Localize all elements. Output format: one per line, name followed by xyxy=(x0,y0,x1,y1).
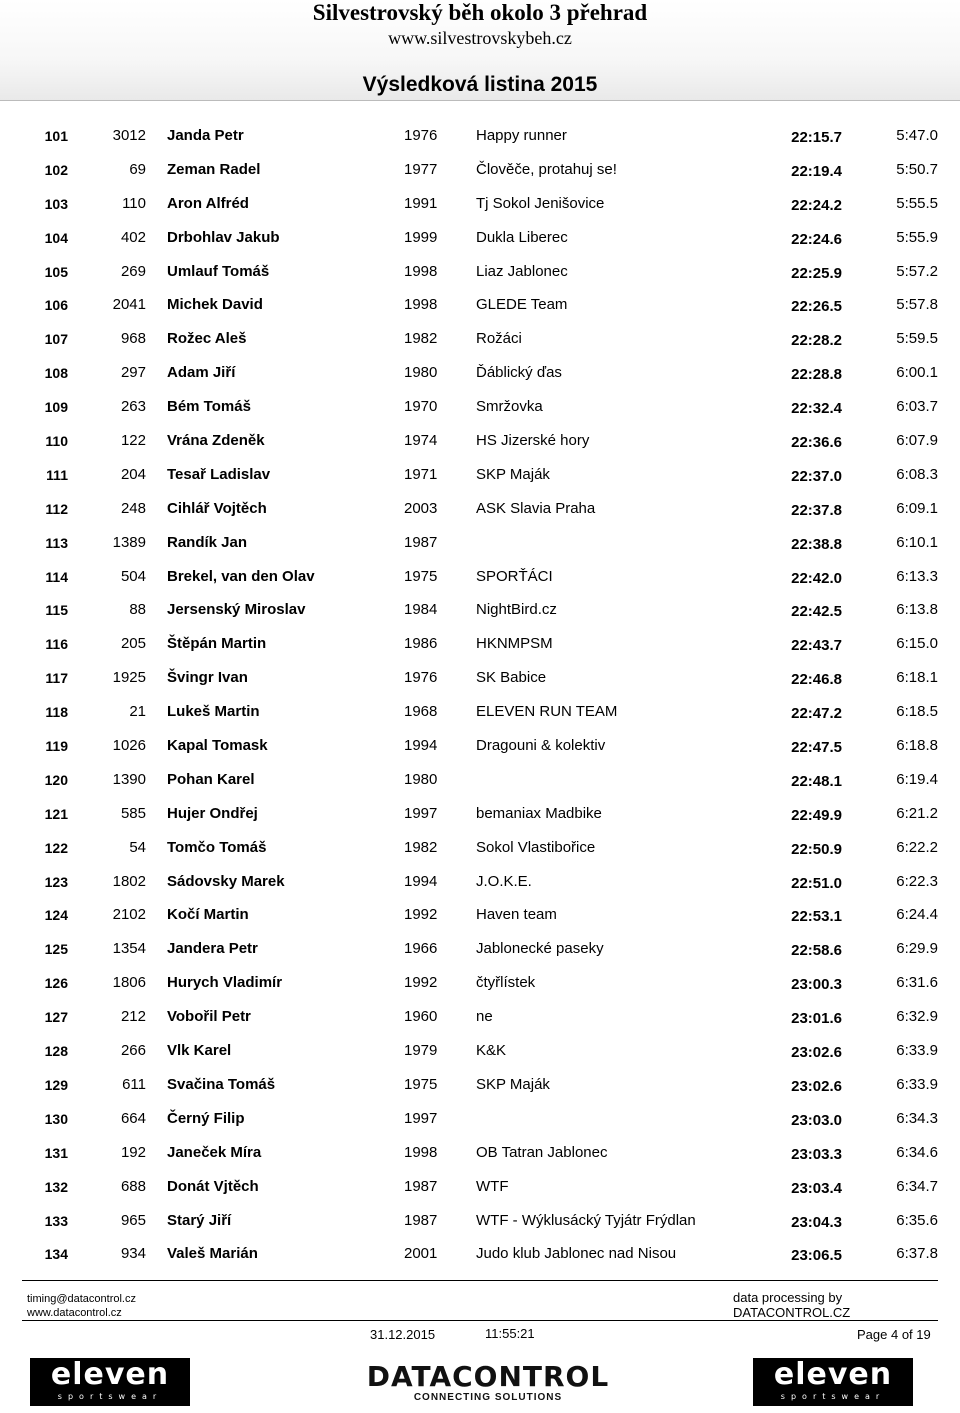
result-bib: 205 xyxy=(120,635,146,653)
result-row xyxy=(0,1236,960,1270)
result-name: Kočí Martin xyxy=(167,906,249,924)
result-club: Sokol Vlastibořice xyxy=(476,838,596,856)
result-row xyxy=(0,389,960,423)
result-row xyxy=(0,762,960,796)
result-name: Michek David xyxy=(167,296,263,314)
result-place: 134 xyxy=(44,1246,68,1263)
result-bib: 965 xyxy=(120,1211,146,1229)
result-club: WTF - Wýklusácký Tyjátr Frýdlan xyxy=(476,1211,696,1229)
result-pace: 6:13.3 xyxy=(896,567,938,585)
result-club: HKNMPSM xyxy=(476,635,553,653)
result-club: Tj Sokol Jenišovice xyxy=(476,194,605,212)
result-name: Lukeš Martin xyxy=(167,703,260,721)
result-place: 114 xyxy=(45,568,68,585)
result-name: Drbohlav Jakub xyxy=(167,228,280,246)
result-pace: 6:33.9 xyxy=(896,1075,938,1093)
results-table xyxy=(0,118,960,1270)
result-time: 22:36.6 xyxy=(791,434,842,452)
result-year: 1984 xyxy=(404,601,438,619)
result-bib: 1026 xyxy=(112,737,146,755)
datacontrol-logo-word: DATACONTROL xyxy=(366,1360,610,1393)
result-place: 122 xyxy=(44,839,68,856)
result-place: 131 xyxy=(44,1144,68,1161)
result-place: 132 xyxy=(44,1178,68,1195)
result-row xyxy=(0,1203,960,1237)
result-year: 1977 xyxy=(404,160,438,178)
result-club: Dragouni & kolektiv xyxy=(476,737,606,755)
result-pace: 5:55.9 xyxy=(896,228,938,246)
result-bib: 1925 xyxy=(112,669,146,687)
result-year: 1970 xyxy=(404,398,438,416)
result-row xyxy=(0,626,960,660)
result-place: 106 xyxy=(44,297,68,314)
result-pace: 6:18.1 xyxy=(896,669,938,687)
result-year: 1975 xyxy=(404,1075,438,1093)
result-time: 22:50.9 xyxy=(791,840,842,858)
result-club: Rožáci xyxy=(476,330,522,348)
result-bib: 269 xyxy=(120,262,146,280)
result-year: 1982 xyxy=(404,838,438,856)
eleven-logo-word: eleven xyxy=(50,1357,170,1392)
result-pace: 6:21.2 xyxy=(896,804,938,822)
result-time: 23:02.6 xyxy=(791,1077,842,1095)
result-bib: 1806 xyxy=(112,974,146,992)
result-time: 22:24.6 xyxy=(791,230,842,248)
result-row xyxy=(0,355,960,389)
result-name: Valeš Marián xyxy=(167,1245,258,1263)
footer-bottom-divider xyxy=(22,1320,938,1321)
result-name: Bém Tomáš xyxy=(167,398,251,416)
results-list-title: Výsledková listina 2015 xyxy=(362,73,598,96)
result-time: 22:19.4 xyxy=(791,162,842,180)
result-time: 22:47.2 xyxy=(791,705,842,723)
result-place: 118 xyxy=(45,704,68,721)
page-header xyxy=(0,0,960,101)
result-time: 23:01.6 xyxy=(791,1010,842,1028)
result-row xyxy=(0,1033,960,1067)
result-club: SKP Maják xyxy=(476,1075,550,1093)
result-name: Jersenský Miroslav xyxy=(167,601,306,619)
result-row xyxy=(0,118,960,152)
result-club: čtyřlístek xyxy=(476,974,536,992)
footer-processing: data processing by DATACONTROL.CZ xyxy=(733,1290,851,1320)
result-place: 112 xyxy=(45,500,68,517)
result-bib: 266 xyxy=(120,1042,146,1060)
result-year: 1960 xyxy=(404,1008,438,1026)
result-club: K&K xyxy=(476,1042,507,1060)
result-time: 22:25.9 xyxy=(791,264,842,282)
result-bib: 122 xyxy=(120,432,146,450)
result-name: Randík Jan xyxy=(167,533,248,551)
result-bib: 110 xyxy=(122,194,146,212)
result-pace: 5:59.5 xyxy=(896,330,938,348)
result-time: 22:24.2 xyxy=(791,196,842,214)
result-club: SK Babice xyxy=(476,669,547,687)
result-row xyxy=(0,592,960,626)
result-time: 23:03.3 xyxy=(791,1145,842,1163)
result-time: 22:37.0 xyxy=(791,467,842,485)
result-year: 1999 xyxy=(404,228,438,246)
result-pace: 6:15.0 xyxy=(896,635,938,653)
result-pace: 6:34.7 xyxy=(896,1177,938,1195)
result-time: 22:15.7 xyxy=(791,129,842,146)
result-place: 126 xyxy=(44,975,68,992)
result-year: 1982 xyxy=(404,330,438,348)
result-bib: 54 xyxy=(129,838,146,856)
result-club: Člověče, protahuj se! xyxy=(476,160,617,178)
result-year: 1994 xyxy=(404,737,438,755)
result-bib: 69 xyxy=(129,160,146,178)
result-bib: 192 xyxy=(120,1143,146,1161)
result-club: ne xyxy=(476,1008,493,1026)
result-place: 105 xyxy=(44,263,68,280)
result-year: 1992 xyxy=(404,906,438,924)
result-year: 1976 xyxy=(404,127,438,144)
result-club: Happy runner xyxy=(476,127,567,144)
result-pace: 6:31.6 xyxy=(896,974,938,992)
result-row xyxy=(0,321,960,355)
result-year: 1975 xyxy=(404,567,438,585)
result-place: 111 xyxy=(46,466,68,483)
result-time: 22:48.1 xyxy=(791,772,842,790)
result-time: 23:04.3 xyxy=(791,1213,842,1231)
result-club: OB Tatran Jablonec xyxy=(476,1143,608,1161)
result-pace: 6:32.9 xyxy=(896,1008,938,1026)
result-row xyxy=(0,660,960,694)
result-year: 1971 xyxy=(404,465,438,483)
result-row xyxy=(0,559,960,593)
result-row xyxy=(0,186,960,220)
result-row xyxy=(0,694,960,728)
result-name: Sádovsky Marek xyxy=(167,872,285,890)
result-pace: 6:34.6 xyxy=(896,1143,938,1161)
result-bib: 2102 xyxy=(112,906,146,924)
result-name: Vlk Karel xyxy=(167,1042,232,1060)
eleven-logo-sub: sportswear xyxy=(57,1392,163,1401)
result-year: 1998 xyxy=(404,262,438,280)
result-time: 22:49.9 xyxy=(791,806,842,824)
result-time: 22:37.8 xyxy=(791,501,842,519)
result-club: bemaniax Madbike xyxy=(476,804,602,822)
result-time: 23:03.0 xyxy=(791,1111,842,1129)
result-bib: 934 xyxy=(120,1245,146,1263)
result-club: SKP Maják xyxy=(476,465,550,483)
result-pace: 6:35.6 xyxy=(896,1211,938,1229)
footer-date: 31.12.2015 xyxy=(370,1327,436,1342)
result-name: Brekel, van den Olav xyxy=(167,567,315,585)
result-name: Umlauf Tomáš xyxy=(167,262,270,280)
datacontrol-logo xyxy=(358,1362,618,1406)
result-club: SPORŤÁCI xyxy=(476,567,553,585)
result-year: 2001 xyxy=(404,1245,438,1263)
result-year: 1987 xyxy=(404,1177,438,1195)
result-club: J.O.K.E. xyxy=(476,872,532,890)
result-time: 23:00.3 xyxy=(791,976,842,994)
result-time: 22:47.5 xyxy=(791,739,842,757)
result-row xyxy=(0,897,960,931)
result-row xyxy=(0,864,960,898)
result-bib: 248 xyxy=(120,499,146,517)
result-club: ASK Slavia Praha xyxy=(476,499,596,517)
result-name: Zeman Radel xyxy=(167,160,261,178)
result-year: 1976 xyxy=(404,669,438,687)
result-club: Haven team xyxy=(476,906,557,924)
result-row xyxy=(0,796,960,830)
result-place: 109 xyxy=(44,399,68,416)
result-year: 1992 xyxy=(404,974,438,992)
result-pace: 6:03.7 xyxy=(896,398,938,416)
result-place: 120 xyxy=(44,771,68,788)
result-place: 115 xyxy=(45,602,68,619)
result-name: Tesař Ladislav xyxy=(167,465,271,483)
event-title: Silvestrovský běh okolo 3 přehrad xyxy=(312,0,648,25)
result-bib: 664 xyxy=(120,1109,146,1127)
result-name: Starý Jiří xyxy=(167,1211,232,1229)
result-row xyxy=(0,931,960,965)
result-pace: 6:33.9 xyxy=(896,1042,938,1060)
result-pace: 6:18.5 xyxy=(896,703,938,721)
result-pace: 6:08.3 xyxy=(896,465,938,483)
result-bib: 1389 xyxy=(112,533,146,551)
result-year: 1994 xyxy=(404,872,438,890)
result-club: Dukla Liberec xyxy=(476,228,568,246)
result-place: 130 xyxy=(44,1110,68,1127)
result-name: Cihlář Vojtěch xyxy=(167,499,267,517)
result-bib: 204 xyxy=(120,465,146,483)
footer-email[interactable]: timing@datacontrol.cz xyxy=(27,1293,136,1305)
result-place: 129 xyxy=(44,1076,68,1093)
result-time: 22:28.2 xyxy=(791,332,842,350)
result-club: ELEVEN RUN TEAM xyxy=(476,703,618,721)
result-pace: 6:18.8 xyxy=(896,737,938,755)
result-row xyxy=(0,423,960,457)
result-place: 107 xyxy=(44,331,68,348)
result-bib: 263 xyxy=(120,398,146,416)
result-place: 104 xyxy=(44,229,68,246)
result-row xyxy=(0,152,960,186)
result-year: 1987 xyxy=(404,1211,438,1229)
result-club: NightBird.cz xyxy=(476,601,557,619)
result-pace: 6:00.1 xyxy=(896,364,938,382)
result-name: Aron Alfréd xyxy=(167,194,249,212)
result-place: 108 xyxy=(44,365,68,382)
result-bib: 3012 xyxy=(112,127,146,144)
result-club: Jablonecké paseky xyxy=(476,940,604,958)
result-pace: 5:57.8 xyxy=(896,296,938,314)
result-name: Janda Petr xyxy=(167,127,244,144)
result-bib: 504 xyxy=(120,567,146,585)
result-row xyxy=(0,1101,960,1135)
result-place: 124 xyxy=(44,907,68,924)
result-name: Jandera Petr xyxy=(167,940,258,958)
event-url: www.silvestrovskybeh.cz xyxy=(388,28,572,48)
result-bib: 1354 xyxy=(112,940,146,958)
result-time: 22:28.8 xyxy=(791,366,842,384)
result-club: HS Jizerské hory xyxy=(476,432,590,450)
result-club: Judo klub Jablonec nad Nisou xyxy=(476,1245,677,1263)
footer-website[interactable]: www.datacontrol.cz xyxy=(27,1307,122,1319)
result-time: 22:26.5 xyxy=(791,298,842,316)
result-bib: 212 xyxy=(120,1008,146,1026)
result-row xyxy=(0,1067,960,1101)
result-bib: 1802 xyxy=(112,872,146,890)
result-pace: 6:37.8 xyxy=(896,1245,938,1263)
result-time: 23:06.5 xyxy=(791,1247,842,1265)
footer-time: 11:55:21 xyxy=(485,1326,535,1341)
result-year: 1987 xyxy=(404,533,438,551)
result-pace: 5:57.2 xyxy=(896,262,938,280)
result-year: 1966 xyxy=(404,940,438,958)
result-name: Vobořil Petr xyxy=(167,1008,251,1026)
result-time: 22:42.5 xyxy=(791,603,842,621)
result-row xyxy=(0,220,960,254)
result-club: Liaz Jablonec xyxy=(476,262,568,280)
result-row xyxy=(0,965,960,999)
result-bib: 968 xyxy=(120,330,146,348)
result-club: Ďáblický ďas xyxy=(476,364,562,382)
eleven-logo-right xyxy=(753,1358,913,1406)
result-pace: 6:13.8 xyxy=(896,601,938,619)
result-bib: 1390 xyxy=(112,770,146,788)
result-pace: 5:47.0 xyxy=(896,127,938,144)
result-name: Hurych Vladimír xyxy=(167,974,283,992)
result-place: 117 xyxy=(45,670,68,687)
result-row xyxy=(0,457,960,491)
result-place: 103 xyxy=(44,195,68,212)
result-name: Hujer Ondřej xyxy=(167,804,258,822)
result-club: GLEDE Team xyxy=(476,296,568,314)
result-place: 110 xyxy=(45,433,68,450)
result-name: Vrána Zdeněk xyxy=(167,432,265,450)
result-time: 22:51.0 xyxy=(791,874,842,892)
result-name: Janeček Míra xyxy=(167,1143,262,1161)
result-year: 1997 xyxy=(404,804,438,822)
result-place: 101 xyxy=(44,128,68,144)
result-time: 22:38.8 xyxy=(791,535,842,553)
result-year: 1991 xyxy=(404,194,438,212)
result-time: 22:32.4 xyxy=(791,400,842,418)
result-row xyxy=(0,287,960,321)
result-name: Adam Jiří xyxy=(167,364,236,382)
result-row xyxy=(0,728,960,762)
result-bib: 611 xyxy=(122,1075,146,1093)
eleven-logo-left xyxy=(30,1358,190,1406)
result-row xyxy=(0,525,960,559)
result-row xyxy=(0,254,960,288)
result-name: Černý Filip xyxy=(167,1109,245,1127)
result-name: Štěpán Martin xyxy=(167,635,267,653)
result-row xyxy=(0,999,960,1033)
result-year: 1968 xyxy=(404,703,438,721)
result-year: 1986 xyxy=(404,635,438,653)
result-row xyxy=(0,830,960,864)
result-pace: 6:22.2 xyxy=(896,838,938,856)
result-place: 119 xyxy=(45,738,68,755)
result-place: 113 xyxy=(45,534,68,551)
result-place: 116 xyxy=(45,636,68,653)
result-year: 1998 xyxy=(404,1143,438,1161)
result-year: 1997 xyxy=(404,1109,438,1127)
result-pace: 6:29.9 xyxy=(896,940,938,958)
result-place: 121 xyxy=(44,805,68,822)
result-bib: 21 xyxy=(129,703,146,721)
result-pace: 6:34.3 xyxy=(896,1109,938,1127)
result-name: Rožec Aleš xyxy=(167,330,247,348)
result-year: 1980 xyxy=(404,364,438,382)
result-bib: 402 xyxy=(120,228,146,246)
result-bib: 88 xyxy=(129,601,146,619)
result-name: Pohan Karel xyxy=(167,770,255,788)
result-time: 22:46.8 xyxy=(791,671,842,689)
result-year: 1974 xyxy=(404,432,438,450)
result-year: 1980 xyxy=(404,770,438,788)
result-club: Smržovka xyxy=(476,398,543,416)
result-pace: 6:22.3 xyxy=(896,872,938,890)
result-name: Kapal Tomask xyxy=(167,737,268,755)
result-bib: 297 xyxy=(120,364,146,382)
result-place: 127 xyxy=(44,1009,68,1026)
result-club: WTF xyxy=(476,1177,509,1195)
result-year: 2003 xyxy=(404,499,438,517)
result-pace: 6:09.1 xyxy=(896,499,938,517)
result-row xyxy=(0,491,960,525)
result-time: 22:43.7 xyxy=(791,637,842,655)
result-place: 125 xyxy=(44,941,68,958)
result-row xyxy=(0,1169,960,1203)
result-bib: 585 xyxy=(120,804,146,822)
result-pace: 6:24.4 xyxy=(896,906,938,924)
eleven-logo-sub: sportswear xyxy=(780,1392,886,1401)
result-bib: 2041 xyxy=(112,296,146,314)
result-pace: 6:19.4 xyxy=(896,770,938,788)
result-row xyxy=(0,1135,960,1169)
result-time: 23:03.4 xyxy=(791,1179,842,1197)
result-name: Svačina Tomáš xyxy=(167,1075,276,1093)
result-place: 102 xyxy=(44,161,68,178)
result-name: Donát Vjtěch xyxy=(167,1177,259,1195)
result-year: 1979 xyxy=(404,1042,438,1060)
footer-top-divider xyxy=(22,1280,938,1281)
result-name: Tomčo Tomáš xyxy=(167,838,267,856)
result-place: 133 xyxy=(44,1212,68,1229)
eleven-logo-word: eleven xyxy=(773,1357,893,1392)
result-place: 128 xyxy=(44,1043,68,1060)
result-pace: 6:07.9 xyxy=(896,432,938,450)
result-pace: 5:55.5 xyxy=(896,194,938,212)
result-time: 23:02.6 xyxy=(791,1044,842,1062)
result-place: 123 xyxy=(44,873,68,890)
result-pace: 6:10.1 xyxy=(896,533,938,551)
result-name: Švingr Ivan xyxy=(167,669,248,687)
result-time: 22:58.6 xyxy=(791,942,842,960)
result-year: 1998 xyxy=(404,296,438,314)
datacontrol-logo-sub: CONNECTING SOLUTIONS xyxy=(413,1392,563,1403)
result-pace: 5:50.7 xyxy=(896,160,938,178)
result-time: 22:42.0 xyxy=(791,569,842,587)
result-time: 22:53.1 xyxy=(791,908,842,926)
footer-page-number: Page 4 of 19 xyxy=(857,1327,931,1342)
result-bib: 688 xyxy=(120,1177,146,1195)
